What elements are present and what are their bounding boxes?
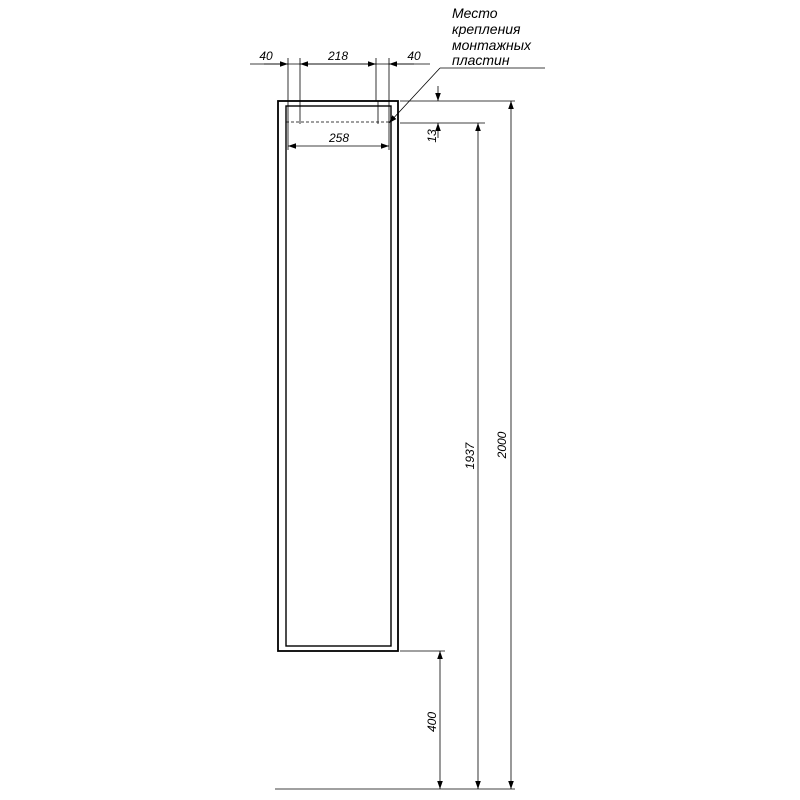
cabinet-body [278,101,398,651]
dim-top-middle: 218 [327,49,349,63]
cabinet-door-frame [286,106,391,646]
cabinet-outer-frame [278,101,398,651]
dim-top-offset: 13 [425,129,439,143]
dim-total-height: 2000 [495,431,509,459]
dim-top-right: 40 [407,49,421,63]
dim-floor-clearance: 400 [425,711,439,733]
annotation-line-1: Место [452,5,498,21]
annotation-line-2: крепления [452,21,521,37]
annotation-line-4: пластин [452,52,510,68]
dim-cabinet-height: 1937 [463,442,477,470]
top-dimension-chain [250,58,430,124]
dim-inner-width: 258 [328,131,350,145]
extension-lines [275,101,515,789]
annotation-leader [389,68,545,123]
dim-top-left: 40 [259,49,273,63]
annotation-line-3: монтажных [452,37,532,53]
